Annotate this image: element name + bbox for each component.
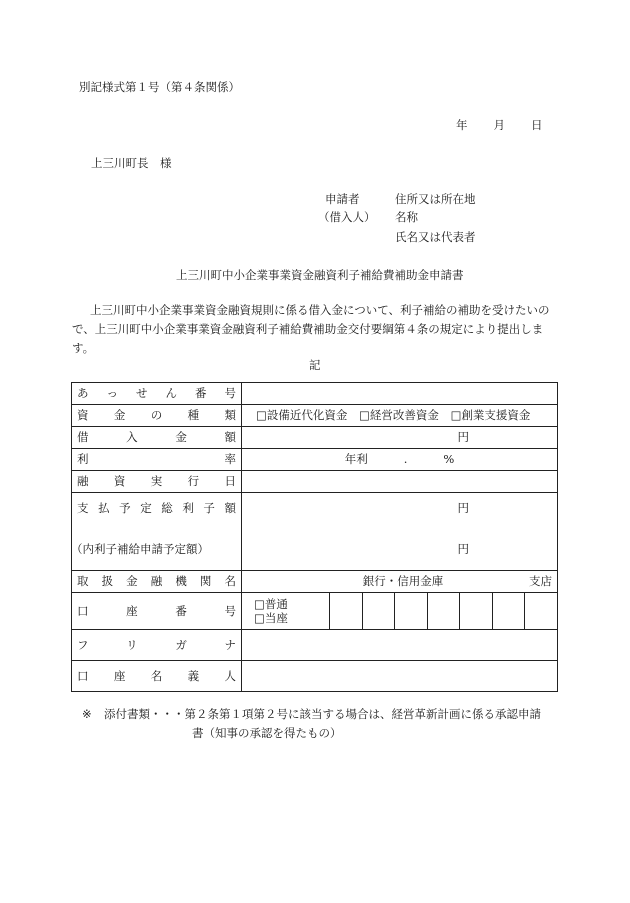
table-row	[72, 593, 558, 630]
account-digit-box[interactable]	[363, 593, 396, 629]
table-row	[72, 427, 558, 449]
label-char: 資	[113, 474, 126, 489]
annual-rate-prefix: 年利	[344, 452, 368, 467]
representative-field-label: 氏名又は代表者	[395, 230, 476, 244]
label-char: せ	[136, 386, 148, 401]
label-char: 実	[150, 474, 163, 489]
label-char: の	[150, 408, 163, 423]
furigana-cell[interactable]	[242, 630, 558, 661]
fund-type-cell	[242, 405, 558, 427]
applicant-label: 申請者	[325, 192, 360, 206]
note-line-2: 書（知事の承認を得たもの）	[192, 726, 342, 740]
application-table	[71, 382, 558, 692]
label-char: 取	[77, 574, 89, 589]
address-field-label: 住所又は所在地	[395, 192, 476, 206]
label-char: ん	[165, 386, 177, 401]
table-row	[72, 571, 558, 593]
label-char: 号	[224, 386, 236, 401]
yen-unit: 円	[457, 542, 469, 557]
label-char: 口	[77, 603, 89, 618]
bank-type-text: 銀行・信用金庫	[362, 574, 444, 589]
label-char: 資	[77, 408, 89, 423]
label-char: フ	[77, 637, 89, 652]
checkbox-startup-fund[interactable]: □創業支援資金	[450, 408, 531, 423]
date-month: 月	[493, 118, 505, 132]
yen-unit: 円	[457, 430, 469, 445]
checkbox-management-fund[interactable]: □経営改善資金	[359, 408, 439, 423]
label-char: 利	[182, 501, 194, 515]
label-char: 日	[224, 474, 236, 489]
yen-unit: 円	[457, 501, 469, 515]
table-row	[72, 471, 558, 493]
interest-rate-cell[interactable]	[242, 449, 558, 471]
label-char: 機	[175, 574, 187, 589]
bank-name-label	[72, 571, 242, 593]
label-char: 率	[224, 452, 236, 467]
label-char: 総	[161, 501, 173, 515]
table-row	[72, 630, 558, 661]
table-row	[72, 383, 558, 405]
account-number-cell	[242, 593, 558, 630]
mediation-number-cell[interactable]	[242, 383, 558, 405]
label-char: っ	[106, 386, 118, 401]
label-char: 予	[119, 501, 131, 515]
label-char: 座	[126, 603, 138, 618]
mediation-number-label	[72, 383, 242, 405]
table-row	[72, 661, 558, 692]
total-interest-cell[interactable]	[242, 493, 558, 571]
account-digit-box[interactable]	[330, 593, 363, 629]
label-char: 名	[150, 668, 163, 683]
label-char: 金	[126, 574, 138, 589]
label-char: 額	[224, 501, 236, 515]
label-char: 金	[175, 430, 187, 445]
account-digit-box[interactable]	[460, 593, 493, 629]
body-paragraph: 上三川町中小企業事業資金融資規則に係る借入金について、利子補給の補助を受けたいので、上三川町中小企業事業資金融資利子補給費補助金交付要綱第４条の規定により提出します。	[72, 303, 550, 355]
label-char: 子	[203, 501, 215, 515]
branch-text: 支店	[529, 574, 552, 589]
label-char: 義	[187, 668, 200, 683]
total-interest-label	[72, 493, 242, 571]
note-line-1: 添付書類・・・第２条第１項第２号に該当する場合は、経営革新計画に係る承認申請	[104, 707, 541, 721]
label-char: 融	[150, 574, 163, 589]
form-number: 別記様式第１号（第４条関係）	[79, 80, 240, 94]
furigana-label	[72, 630, 242, 661]
account-digit-box[interactable]	[525, 593, 557, 629]
label-char: ナ	[224, 637, 236, 652]
table-row	[72, 449, 558, 471]
table-row	[72, 493, 558, 571]
label-char: 入	[126, 430, 138, 445]
label-char: 番	[175, 603, 187, 618]
label-char: 行	[187, 474, 200, 489]
percent-sign: %	[443, 452, 455, 467]
loan-amount-label	[72, 427, 242, 449]
label-char: 融	[77, 474, 89, 489]
label-char: 類	[224, 408, 236, 423]
account-number-label	[72, 593, 242, 630]
decimal-point: .	[403, 452, 408, 467]
loan-amount-cell[interactable]	[242, 427, 558, 449]
label-char: 名	[224, 574, 236, 589]
table-row	[72, 405, 558, 427]
label-char: 関	[199, 574, 212, 589]
checkbox-ordinary[interactable]: □普通	[254, 597, 288, 611]
account-digit-box[interactable]	[395, 593, 428, 629]
label-char: 番	[195, 386, 207, 401]
date-line	[456, 118, 543, 133]
account-holder-label	[72, 661, 242, 692]
checkbox-current[interactable]: □当座	[254, 611, 288, 625]
label-char: 人	[224, 668, 236, 683]
addressee: 上三川町長 様	[91, 156, 172, 170]
label-char: ガ	[175, 637, 187, 652]
label-char: 金	[113, 408, 126, 423]
bank-name-cell[interactable]	[242, 571, 558, 593]
label-char: あ	[77, 386, 89, 401]
label-char: 借	[77, 430, 89, 445]
date-day: 日	[531, 118, 543, 132]
label-char: 口	[77, 668, 89, 683]
label-char: リ	[126, 637, 138, 652]
label-char: 扱	[101, 574, 114, 589]
label-char: 座	[113, 668, 126, 683]
account-digit-box[interactable]	[428, 593, 461, 629]
loan-date-cell[interactable]	[242, 471, 558, 493]
fund-type-label	[72, 405, 242, 427]
label-char: 額	[224, 430, 236, 445]
label-char: 種	[187, 408, 200, 423]
document-title: 上三川町中小企業事業資金融資利子補給費補助金申請書	[176, 268, 464, 282]
checkbox-equipment-fund[interactable]: □設備近代化資金	[256, 408, 348, 423]
loan-date-label	[72, 471, 242, 493]
borrower-label: （借入人）	[318, 210, 376, 224]
name-field-label: 名称	[395, 210, 418, 224]
label-char: 支	[77, 501, 89, 515]
label-char: 定	[140, 501, 152, 515]
account-holder-cell[interactable]	[242, 661, 558, 692]
subsidy-amount-label: （内利子補給申請予定額）	[71, 542, 209, 557]
date-year: 年	[456, 118, 468, 132]
note-mark: ※	[82, 707, 92, 721]
ki-heading: 記	[309, 358, 321, 372]
account-digit-box[interactable]	[493, 593, 526, 629]
label-char: 利	[77, 452, 89, 467]
label-char: 払	[98, 501, 110, 515]
account-type-selector	[242, 593, 330, 629]
label-char: 号	[224, 603, 236, 618]
interest-rate-label	[72, 449, 242, 471]
